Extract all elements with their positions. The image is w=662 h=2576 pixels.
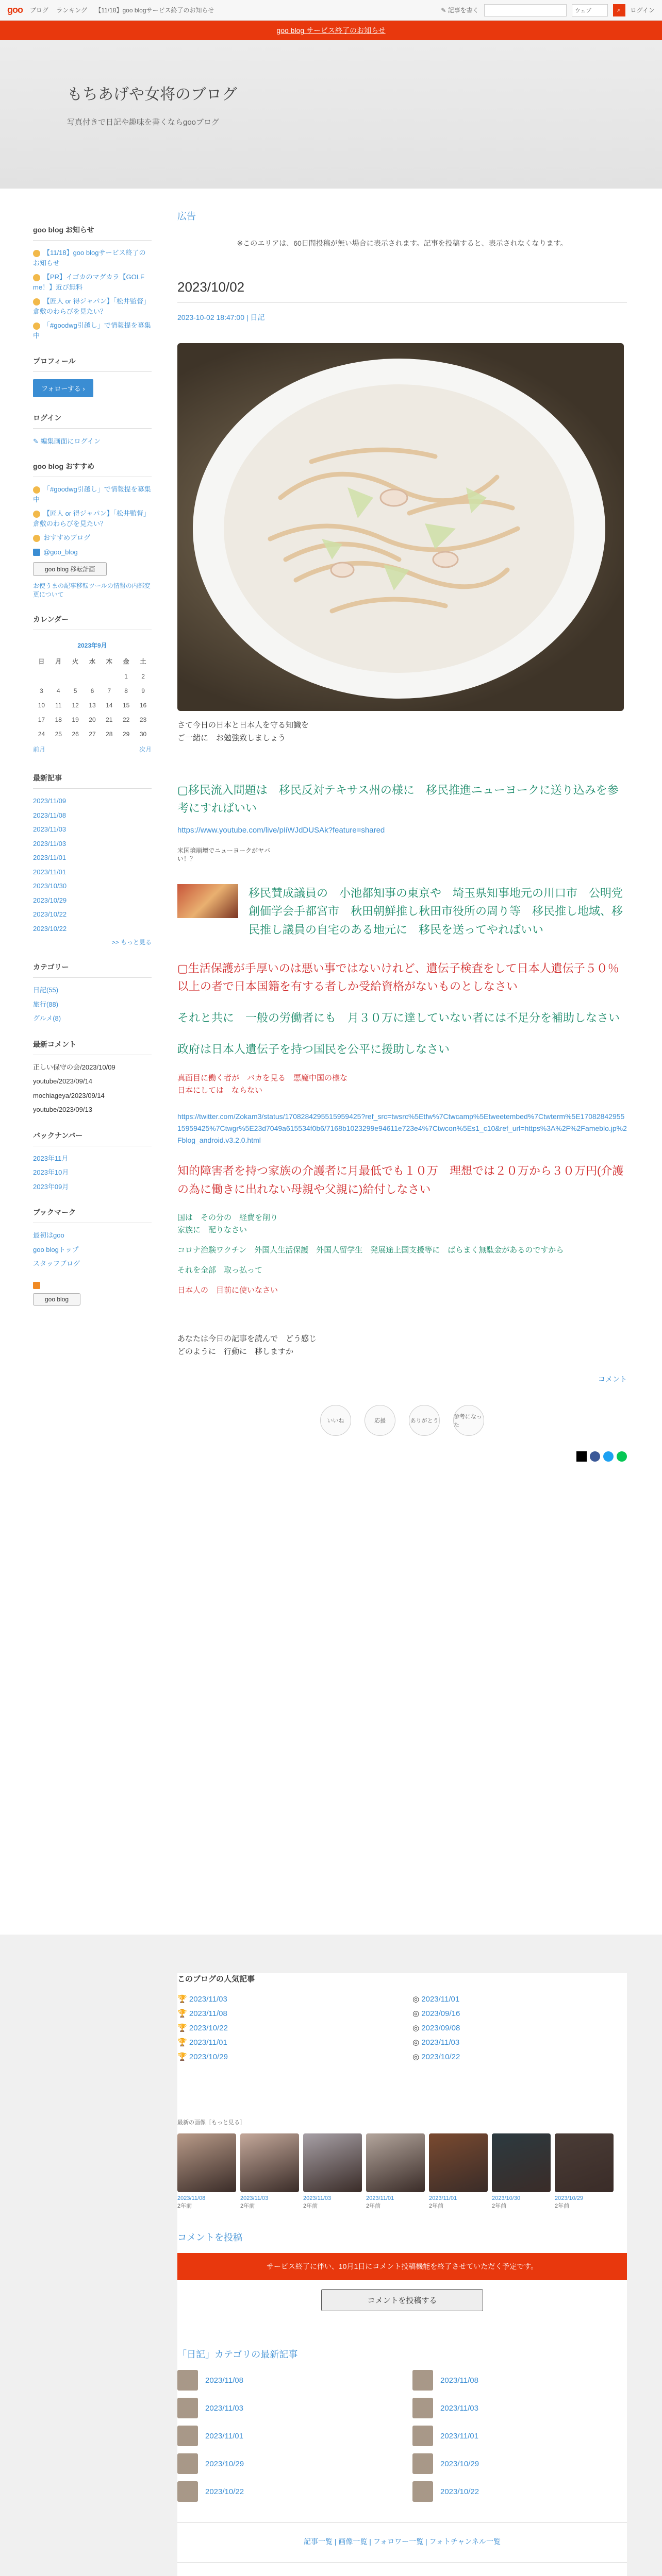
calendar-day[interactable]: 28 [106,731,113,738]
twitter-link[interactable]: https://twitter.com/Zokam3/status/1708284295515959425?ref_src=twsrc%5Etfw%7Ctwcamp%5Etweetembed%7Ctwterm%5E1708284295515959425%7Ctwgr%5E23d7049a615534f0b6/7168b1023299e94611e723e4%7Ctwcon%5Es1_c10&ref_url=https%3A%2F%2Fameblo.jp%2Fblog_android.v3.2.0.html [177,1112,627,1145]
thumbnail-image [366,2133,425,2192]
recent-item-label: 2023/11/03 [33,825,67,833]
search-button[interactable]: ⌕ [613,4,625,16]
photo-thumbnail[interactable] [366,2133,425,2210]
thumbnail-date: 2023/11/03 [240,2195,269,2201]
calendar-day[interactable]: 3 [40,687,43,694]
calendar-day[interactable]: 2 [141,673,145,680]
heart-icon [33,535,40,542]
recent-item-label: 2023/10/22 [33,924,67,933]
category-latest-label: 2023/11/03 [440,2403,478,2413]
entry-thumbnail [177,2453,198,2474]
ad-notice: ※このエリアは、60日間投稿が無い場合に表示されます。記事を投稿すると、表示されなくなります。 [237,239,568,247]
goo-logo[interactable]: goo [7,5,23,15]
calendar-day[interactable]: 15 [122,702,130,709]
youtube-card[interactable]: 米国境崩壊でニューヨークがヤバい！？ [177,846,271,863]
paragraph-green: 移民賛成議員の 小池都知事の東京や 埼玉県知事地元の川口市 公明党創価学会手都宮市 秋田朝鮮推し秋田市役所の周り等 移民推し地域、移民推し議員の自宅のある地元に 移民を送ってやればいい [249,887,623,936]
popular-item[interactable]: ◎ 2023/11/03 [412,2038,460,2047]
comment-item[interactable]: youtube/2023/09/14 [33,1077,92,1085]
move-tool-note[interactable]: お使うまの記事移転ツールの情報の内部変更について [33,582,151,598]
popular-item-label: 2023/11/01 [421,1995,460,2004]
calendar-weekday: 金 [123,658,129,665]
popular-item[interactable]: ◎ 2023/09/16 [412,2009,460,2018]
recommend-item[interactable]: 「#goodwg引越し」で情報提を募集中 [33,485,151,503]
calendar-heading: カレンダー [33,614,152,630]
recent-item-label: 2023/10/22 [33,910,67,918]
popular-item[interactable]: 🏆 2023/11/08 [177,2009,227,2018]
youtube-link[interactable]: https://www.youtube.com/live/pIiWJdDUSAk?feature=shared [177,825,385,835]
calendar-prev[interactable]: 前月 [33,746,46,753]
recent-item[interactable] [33,810,152,821]
photo-thumbnail[interactable] [492,2133,551,2210]
popular-item-label: 2023/10/22 [421,2053,460,2061]
recent-item[interactable] [33,881,152,891]
blog-subtitle: 写真付きで日記や趣味を書くならgooブログ [67,118,220,127]
calendar-weekday: 土 [140,658,146,665]
paragraph-green: 政府は日本人遺伝子を持つ国民を公平に援助しなさい [177,1043,450,1056]
comments-heading: 最新コメント [33,1039,152,1055]
reaction-cheer[interactable]: 応援 [365,1405,395,1436]
entry-thumbnail [177,2398,198,2418]
paragraph-red-small: 真面目に働く者が バカを見る 悪魔中国の様な [177,1073,348,1082]
food-photo [177,343,624,711]
thumbnail-age: 2年前 [429,2203,444,2209]
popular-item-label: 2023/10/22 [189,2024,228,2032]
category-heading: カテゴリー [33,962,152,978]
entry-thumbnail [177,2481,198,2502]
nav-ranking[interactable]: ランキング [56,7,87,14]
thumbnail-age: 2年前 [303,2203,318,2209]
backnumber-item[interactable]: 2023年10月 [33,1168,69,1176]
news-heading: goo blog お知らせ [33,225,152,241]
blog-title[interactable]: もちあげや女将のブログ [67,86,237,103]
calendar-weekday: 日 [38,658,45,665]
post-comment-button[interactable]: コメントを投稿する [321,2289,483,2311]
category-latest-item[interactable] [412,2370,627,2391]
rss-icon[interactable] [33,1282,40,1289]
recent-item[interactable] [33,824,152,835]
category-latest-item[interactable] [177,2481,392,2502]
category-latest-label: 2023/11/08 [205,2376,243,2385]
calendar-day[interactable]: 17 [38,716,45,723]
category-latest-label: 2023/10/29 [440,2459,479,2468]
bookmark-item[interactable]: 最初はgoo [33,1231,64,1239]
reaction-buttons [177,1405,627,1436]
comment-item[interactable]: 正しい保守の会/2023/10/09 [33,1063,115,1071]
popular-item[interactable]: 🏆 2023/10/22 [177,2024,228,2032]
recent-item[interactable] [33,867,152,877]
recent-item-label: 2023/11/01 [33,854,67,861]
news-item[interactable]: 【匠人 or 得ジャパン】「松井監督」倉敷のわらびを見たい？ [33,297,151,315]
backnumber-heading: バックナンバー [33,1130,152,1146]
entry-thumbnail [412,2426,433,2446]
paragraph-red-small: 日本人の 目前に使いなさい [177,1285,278,1295]
calendar-day[interactable]: 10 [38,702,45,709]
facebook-share-icon[interactable] [590,1451,600,1462]
category-latest-list [177,2370,627,2502]
bottom-panel [177,1973,627,2576]
thumbnail-date: 2023/10/30 [492,2195,521,2201]
hatena-share-icon[interactable] [603,1451,614,1462]
calendar [33,637,152,757]
calendar-day[interactable]: 7 [107,687,111,694]
category-latest-item[interactable] [412,2453,627,2474]
photo-thumbnail[interactable] [303,2133,362,2210]
category-latest-label: 2023/11/08 [440,2376,478,2385]
news-item[interactable]: 【PR】イゴカのマグカラ【GOLF me！】近び無料 [33,273,144,291]
thumbnail-image [429,2133,488,2192]
sidebar [33,209,152,1306]
calendar-day[interactable]: 21 [106,716,113,723]
entry-meta[interactable]: 2023-10-02 18:47:00 | 日記 [177,313,265,321]
intro-line: さて今日の日本と日本人を守る知識を [177,721,309,730]
login-link[interactable]: ログイン [630,7,655,14]
calendar-day[interactable]: 20 [89,716,96,723]
x-share-icon[interactable] [576,1451,587,1462]
popular-item[interactable]: ◎ 2023/11/01 [412,1995,460,2004]
photo-thumbnail[interactable] [429,2133,488,2210]
entry-thumbnail [177,2370,198,2391]
recent-item[interactable] [33,909,152,920]
recent-item[interactable] [33,924,152,934]
comment-end-notice: サービス終了に伴い、10月1日にコメント投稿機能を終了させていただく予定です。 [177,2253,627,2280]
intro-line: ご一緒に お勉強致しましょう [177,733,294,742]
top-bar [0,0,662,21]
popular-item-label: 2023/11/03 [421,2038,460,2047]
recommend-heading: goo blog おすすめ [33,461,152,477]
calendar-day[interactable]: 8 [124,687,128,694]
search-input[interactable] [484,4,567,16]
politicians-thumbnail [177,884,238,918]
popular-item[interactable]: 🏆 2023/11/01 [177,2038,227,2047]
calendar-day[interactable]: 1 [124,673,128,680]
popular-item-label: 2023/11/08 [189,2009,227,2018]
paragraph-green-small: それを全部 取っ払って [177,1265,263,1275]
thumbnail-date: 2023/11/01 [366,2195,394,2201]
thumbnail-age: 2年前 [366,2203,381,2209]
calendar-day[interactable]: 25 [55,731,62,738]
calendar-weekday: 水 [89,658,95,665]
thumbnail-image [303,2133,362,2192]
comment-link[interactable]: コメント [598,1375,627,1383]
twitter-link[interactable]: @goo_blog [33,547,152,557]
recent-item-label: 2023/11/09 [33,797,67,805]
bookmark-heading: ブックマーク [33,1207,152,1223]
photos-heading[interactable]: 最新の画像［もっと見る］ [177,2120,245,2126]
recent-item[interactable] [33,895,152,906]
reaction-helpful[interactable]: 参考になった [453,1405,484,1436]
calendar-day [33,669,50,684]
calendar-day[interactable]: 19 [72,716,79,723]
category-latest-item[interactable] [177,2453,392,2474]
calendar-day[interactable]: 4 [56,687,60,694]
recommend-item[interactable]: おすすめブログ [33,533,152,543]
recent-item-label: 2023/11/01 [33,868,67,876]
recent-item-label: 2023/11/03 [33,839,67,848]
thumbnail-age: 2年前 [555,2203,570,2209]
popular-item-label: 2023/09/08 [421,2024,460,2032]
category-latest-label: 2023/11/01 [205,2431,243,2441]
photo-thumbnails [177,2133,627,2210]
admin-login-link[interactable]: ✎ 編集画面にログイン [33,437,101,445]
popular-heading: このブログの人気記事 [177,1975,255,1984]
category-latest-label: 2023/11/03 [205,2403,243,2413]
write-article-link[interactable]: ✎ 記事を書く [441,7,479,14]
calendar-day[interactable]: 26 [72,731,79,738]
bookmark-item[interactable]: スタッフブログ [33,1260,80,1267]
popular-item-label: 2023/11/03 [189,1995,227,2004]
category-item[interactable]: 日記(55) [33,986,59,994]
outro-line: どのように 行動に 移しますか [177,1347,294,1357]
category-latest-label: 2023/11/01 [440,2431,478,2441]
popular-item-label: 2023/10/29 [189,2053,228,2061]
backnumber-item[interactable]: 2023年11月 [33,1154,69,1162]
comment-item[interactable]: mochiageya/2023/09/14 [33,1091,105,1099]
category-item[interactable]: 旅行(88) [33,1000,59,1008]
popular-item-label: 2023/09/16 [421,2009,460,2018]
blog-move-badge[interactable]: goo blog 移転計画 [33,562,107,576]
calendar-day[interactable]: 30 [139,731,147,738]
category-latest-item[interactable] [177,2426,392,2446]
photo-thumbnail[interactable] [177,2133,236,2210]
entry-thumbnail [412,2453,433,2474]
entry-thumbnail [177,2426,198,2446]
popular-item[interactable]: ◎ 2023/09/08 [412,2024,460,2032]
thumbnail-image [240,2133,299,2192]
category-latest-item[interactable] [177,2398,392,2418]
paragraph-red-small: 日本にしては ならない [177,1086,263,1095]
login-heading: ログイン [33,413,152,429]
thumbnail-age: 2年前 [177,2203,192,2209]
line-share-icon[interactable] [617,1451,627,1462]
paragraph-red: 知的障害者を持つ家族の介護者に月最低でも１０万 理想では２０万から３０万円(介護の為に働きに出れない母親や父親に)給付しなさい [177,1164,624,1196]
recent-item-label: 2023/10/30 [33,882,67,890]
thumbnail-image [555,2133,614,2192]
entry-thumbnail [412,2398,433,2418]
calendar-day[interactable]: 18 [55,716,62,723]
category-latest-item[interactable] [412,2398,627,2418]
calendar-weekday: 木 [106,658,112,665]
calendar-day[interactable]: 16 [139,702,147,709]
calendar-month: 2023年9月 [77,642,107,649]
outro-line: あなたは今日の記事を読んで どう感じ [177,1334,317,1344]
calendar-day[interactable]: 23 [139,716,147,723]
comment-item[interactable]: youtube/2023/09/13 [33,1106,92,1113]
search-scope-select[interactable]: ウェブ [572,4,608,16]
popular-item[interactable]: 🏆 2023/11/03 [177,1995,227,2004]
thumbnail-age: 2年前 [492,2203,507,2209]
stir-fry-plate-image [177,343,624,711]
post-comment-heading: コメントを投稿 [177,2232,242,2243]
badge-icon [33,511,40,518]
bulb-icon [33,323,40,330]
recent-item[interactable] [33,853,152,863]
popular-list [177,1994,627,2061]
photo-thumbnail[interactable] [555,2133,614,2210]
paragraph-red: ▢生活保護が手厚いのは悪い事ではないけれど、遺伝子検査をして日本人遺伝子５０％以上の者で日本国籍を有する者しか受給資格がないものとしなさい [177,961,619,993]
thumbnail-age: 2年前 [240,2203,255,2209]
entry-thumbnail [412,2481,433,2502]
paragraph-green: ▢移民流入問題は 移民反対テキサス州の様に 移民推進ニューヨークに送り込みを参考にすればいい [177,783,619,815]
category-latest-label: 2023/10/29 [205,2459,244,2468]
calendar-day[interactable]: 27 [89,731,96,738]
category-item[interactable]: グルメ(8) [33,1014,61,1022]
star-icon [33,250,40,257]
calendar-day[interactable]: 14 [106,702,113,709]
calendar-day[interactable]: 12 [72,702,79,709]
main-content [177,209,627,1462]
calendar-day[interactable]: 9 [141,687,145,694]
calendar-day [67,669,84,684]
follow-button[interactable]: フォローする › [33,379,93,397]
thumbnail-date: 2023/11/08 [177,2195,206,2201]
footer-links[interactable]: 記事一覧 | 画像一覧 | フォロワー一覧 | フォトチャンネル一覧 [177,2522,627,2547]
thumbnail-image [177,2133,236,2192]
category-latest-item[interactable] [412,2481,627,2502]
calendar-day [84,669,101,684]
calendar-day[interactable]: 6 [90,687,94,694]
badge-icon [33,298,40,306]
recent-item-label: 2023/10/29 [33,896,67,904]
entry-date: 2023/10/02 [177,279,627,303]
entry-thumbnail [412,2370,433,2391]
paragraph-green: それと共に 一般の労働者にも 月３０万に達していない者には不足分を補助しなさい [177,1011,620,1025]
popular-item[interactable]: ◎ 2023/10/22 [412,2053,460,2061]
calendar-day [50,669,67,684]
ad-heading: 広告 [177,211,196,222]
popular-item[interactable]: 🏆 2023/10/29 [177,2053,228,2061]
category-latest-heading: 「日記」カテゴリの最新記事 [177,2349,298,2360]
goo-blog-badge[interactable]: goo blog [33,1293,80,1306]
thumbnail-image [492,2133,551,2192]
top-nav [30,6,220,14]
calendar-day[interactable]: 13 [89,702,96,709]
paragraph-green-small: 家族に 配りなさい [177,1226,247,1235]
paragraph-green-small: 国は その分の 経費を削り [177,1213,278,1222]
popular-item-label: 2023/11/01 [189,2038,227,2047]
backnumber-item[interactable]: 2023年09月 [33,1182,69,1191]
category-latest-item[interactable] [177,2370,392,2391]
calendar-day [101,669,118,684]
calendar-day[interactable]: 5 [73,687,77,694]
bulb-icon [33,486,40,494]
recommend-item[interactable]: 【匠人 or 得ジャパン】「松井監督」倉敷のわらびを見たい？ [33,510,151,528]
profile-heading: プロフィール [33,356,152,372]
calendar-weekday: 月 [55,658,62,665]
nav-blog[interactable]: ブログ [30,7,49,14]
calendar-weekday: 火 [72,658,79,665]
category-latest-label: 2023/10/22 [205,2487,244,2496]
thumbnail-date: 2023/11/03 [303,2195,332,2201]
recent-heading: 最新記事 [33,773,152,789]
news-item[interactable]: 【11/18】goo blogサービス終了のお知らせ [33,249,146,267]
calendar-next[interactable]: 次月 [139,746,152,753]
category-latest-label: 2023/10/22 [440,2487,479,2496]
star-icon [33,274,40,281]
calendar-day[interactable]: 22 [122,716,130,723]
calendar-day[interactable]: 29 [122,731,130,738]
reaction-thanks[interactable]: ありがとう [409,1405,440,1436]
entry-body [177,719,627,1359]
photo-thumbnail[interactable] [240,2133,299,2210]
twitter-icon [33,549,40,556]
blog-header [0,40,662,189]
paragraph-green-small: コロナ治験ワクチン 外国人生活保護 外国人留学生 発展途上国支援等に ばらまく無駄金があるのですから [177,1246,564,1255]
news-item[interactable]: 「#goodwg引越し」で情報提を募集中 [33,321,151,340]
more-link[interactable]: >> もっと見る [111,939,152,946]
reaction-like[interactable]: いいね [320,1405,351,1436]
category-latest-item[interactable] [412,2426,627,2446]
thumbnail-date: 2023/10/29 [555,2195,584,2201]
recent-item[interactable] [33,839,152,849]
thumbnail-date: 2023/11/01 [429,2195,457,2201]
nav-notice[interactable]: 【11/18】goo blogサービス終了のお知らせ [95,7,214,14]
bookmark-item[interactable]: goo blogトップ [33,1245,79,1253]
recent-item-label: 2023/11/08 [33,811,67,819]
calendar-day[interactable]: 11 [55,702,62,709]
calendar-day[interactable]: 24 [38,731,45,738]
recent-item[interactable] [33,796,152,806]
service-end-notice[interactable]: goo blog サービス終了のお知らせ [0,21,662,40]
